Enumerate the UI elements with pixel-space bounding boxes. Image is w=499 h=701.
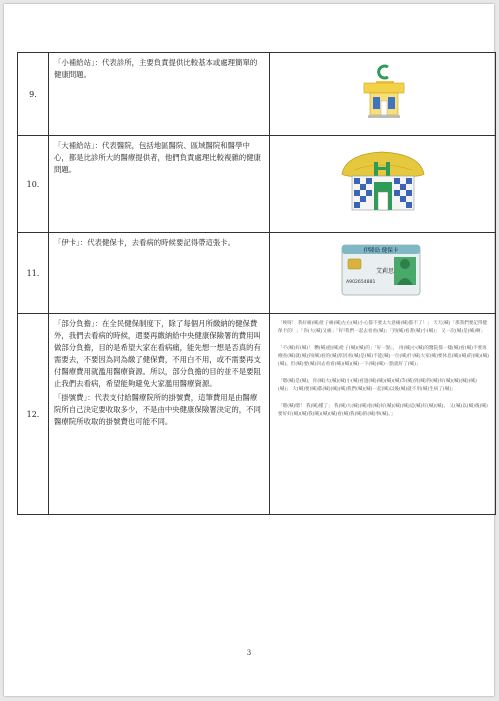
- row-number: 9.: [18, 53, 49, 136]
- row-description: 「伊卡」：代表健保卡，去看病的時候要記得帶這張卡。: [49, 233, 270, 314]
- row-number: 10.: [18, 136, 49, 233]
- health-card-illustration: [270, 233, 495, 305]
- page-number: 3: [246, 649, 252, 657]
- copayment-paragraph: 「部分負擔」：在全民健保制度下，除了每個月所繳納的健保費外，我們去看病的時候，還要再繳納給中央健康保險署的費用叫做部分負擔，目的是希望大家在看病痛，能先想一想是否真的有需要去，不要因為同為繳了健保費，不用白不用，或不需要再支付醫療費用就濫用醫療資源。所以，部分負擔的目的並不是要阻止我們去看病，希望能夠避免大家濫用醫療資源。: [54, 319, 261, 388]
- card-illustration-cell: [270, 233, 496, 314]
- dialogue-notes-cell: [270, 314, 496, 515]
- content-table: [17, 52, 496, 515]
- dialogue-line: 「不(喊)好(喊)！ 糟(喊)抱(喊)肚子(喊)(喊)的」「好一點」， 再(喊)小(喊)的醫院都一樣(喊)看(喊)不要再檢查(喊)就(喊)到(喊)看的(喊)原因看(喊)是(喊)不能(喊)一位(喊)什(喊)大家(喊)要休息(喊)(喊)的(喊)(喊)(喊)。但(喊)要(喊)回去看看(喊)(喊)(喊)一下(喊)(喊)一點就好了(喊)」: [278, 346, 489, 367]
- row-description: [49, 314, 270, 515]
- hospital-illustration-cell: [270, 136, 496, 233]
- table-row-11: [18, 233, 496, 314]
- dialogue-line: 「嗯(喊)嗯！ 我(喊)懂了」 我(喊)大(喊)(喊)看(喊)好(喊)(喊)(喊)這(喊)好(喊)(喊)。 又(喊)以(喊)後(喊)要好好(喊)(喊)我(喊)(喊)(喊)看(喊)我(喊)的(喊)事(喊)。」: [278, 404, 488, 417]
- small-station-illustration: [270, 53, 495, 127]
- table-row-9: [18, 53, 496, 136]
- card-title: 伊隆島 健保卡: [363, 248, 399, 254]
- table-row-10: [18, 136, 496, 233]
- document-page: [4, 4, 494, 696]
- row-description: 「小補給站」：代表診所，主要負責提供比較基本或處理簡單的健康問題。: [49, 53, 270, 136]
- row-description: 「大補給站」：代表醫院，包括地區醫院、區域醫院和醫學中心，都是比診所大的醫療提供者，他們負責處理比較複雜的健康問題。: [49, 136, 270, 233]
- dialogue-line: 「唉呀！ 我好痛(喊)肚子痛(喊)左右(喊)小心都不要太大意痛(喊)都不了！」 天天(喊)「那我們要記得健保卡的！」「你(大(喊)又痛」「好!我們一起去看看(喊)」「到(喊)看著(喊)小(喊)」 又一次(喊)是(喊)啊」: [278, 321, 488, 334]
- big-station-illustration: [270, 136, 495, 224]
- row-number: 12.: [18, 314, 49, 515]
- row-number: 11.: [18, 233, 49, 314]
- clinic-illustration-cell: [270, 53, 496, 136]
- dialogue-notes: [270, 314, 495, 419]
- card-number: A902654881: [346, 280, 376, 285]
- registration-fee-paragraph: 「掛號費」：代表支付給醫療院所的掛號費，這筆費用是由醫療院所自己決定要收取多少，不是由中央健康保險署決定的，不同醫療院所收取的掛號費也可能不同。: [54, 393, 261, 426]
- dialogue-line: 「嗯(喊)是(喊)，你(喊)大(喊)(喊)小(喊)看過(喊)(喊)(喊)(喊)等(喊)到(喊)得(喊)好(喊)(喊)(喊)(喊)(喊)」 大(喊)要(喊)都(喊)(喊)(喊)我們(喊)(喊)一起(喊)以後(喊)就不用(喊)生病了(喊)」: [278, 379, 477, 392]
- card-holder-name: 艾莉思: [376, 268, 395, 275]
- table-row-12: [18, 314, 496, 515]
